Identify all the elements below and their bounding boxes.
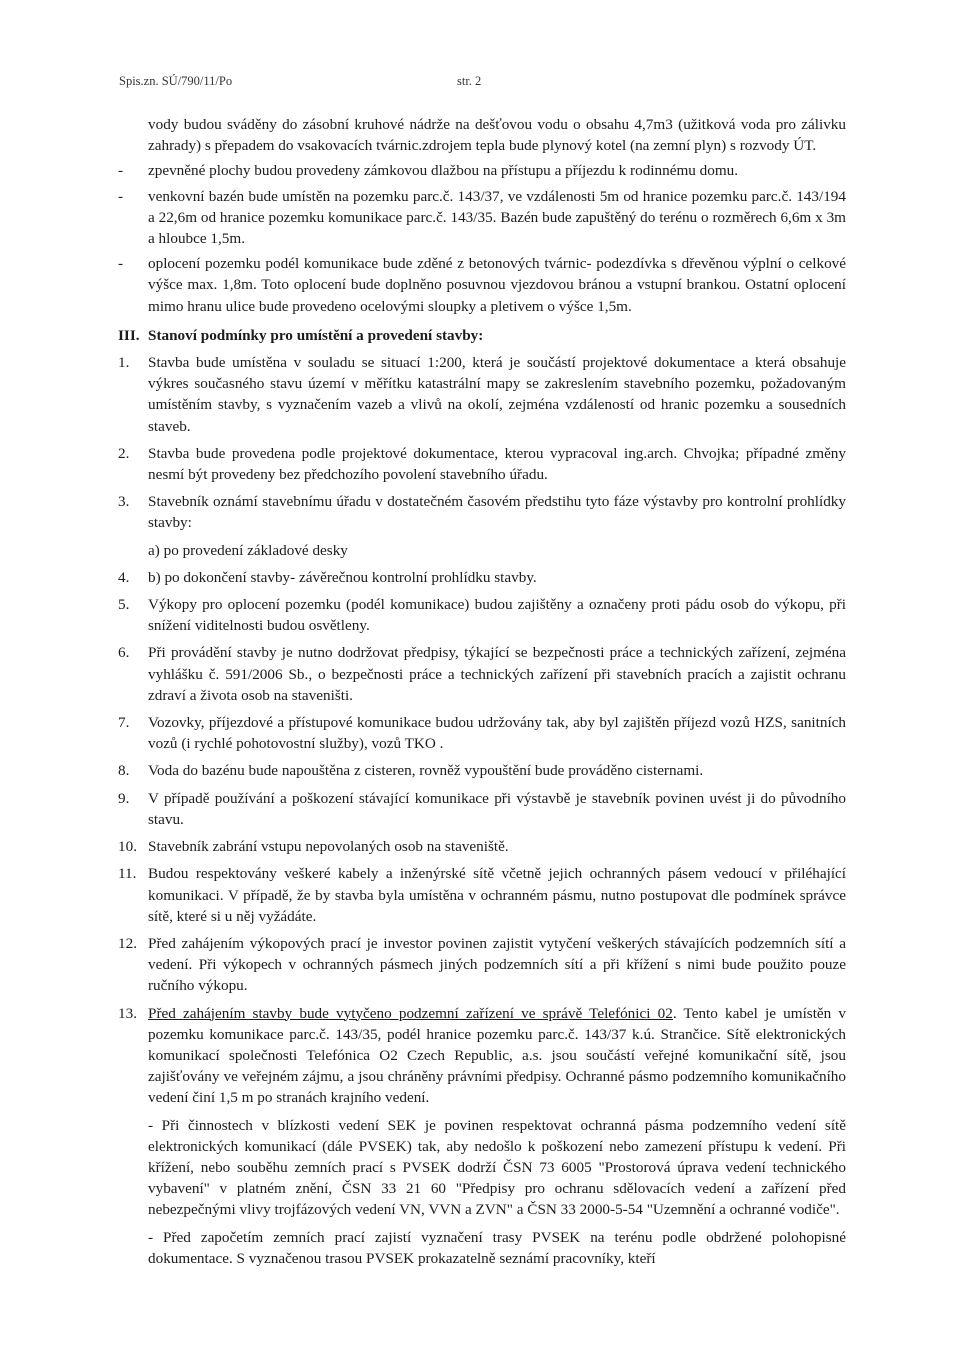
item-number: 6. — [118, 644, 130, 662]
item-text-rest: . Tento kabel je umístěn v pozemku komunikace parc.č. 143/35, podél hranice pozemku parc.č. 143/37 k.ú. Strančice. Sítě elektronických komunikací společnosti Telefónica O2 Czech Republic, a.s. jsou součástí veřejné komunikační sítě, jsou zajišťovány ve veřejném zájmu, a jsou chráněny právními předpisy. Ochranné pásmo podzemního komunikačního vedení činí 1,5 m po stranách krajního vedení. — [148, 1004, 847, 1107]
item-number: 10. — [118, 838, 137, 856]
item-text: Výkopy pro oplocení pozemku (podél komunikace) budou zajištěny a označeny proti pádu osob do výkopu, při snížení viditelnosti budou osvětleny. — [148, 596, 846, 635]
item-number: 8. — [118, 762, 130, 780]
condition-item — [118, 491, 846, 533]
item-text: Vozovky, příjezdové a přístupové komunikace budou udržovány tak, aby byl zajištěn příjezd vozů HZS, sanitních vozů (i rychlé pohotovostní služby), vozů TKO . — [148, 714, 846, 753]
page-number: str. 2 — [457, 74, 482, 88]
item-number: 4. — [118, 568, 130, 586]
dash-marker: - — [118, 187, 124, 205]
dash-marker: - — [118, 255, 124, 273]
dash-list — [118, 160, 846, 316]
item-number: 5. — [118, 596, 130, 614]
condition-item-13 — [118, 1003, 846, 1269]
item-text: b) po dokončení stavby- závěrečnou kontrolní prohlídku stavby. — [148, 568, 537, 586]
item-text: Před zahájením výkopových prací je investor povinen zajistit vytyčení veškerých stávajících podzemních sítí a vedení. Při výkopech v ochranných pásmech jiných podzemních sítí a při křížení s nimi bude použito pouze ručního výkopu. — [148, 934, 846, 995]
item-number: 3. — [118, 493, 130, 511]
item-number: 11. — [118, 865, 137, 883]
dash-item-text: venkovní bazén bude umístěn na pozemku parc.č. 143/37, ve vzdálenosti 5m od hranice pozemku parc.č. 143/194 a 22,6m od hranice pozemku komunikace parc.č. 143/35. Bazén bude zapuštěný do terénu o rozměrech 6,6m x 3m a hloubce 1,5m. — [148, 187, 846, 248]
dash-item — [118, 160, 846, 181]
item-number: 9. — [118, 789, 130, 807]
condition-item — [118, 567, 846, 588]
item-text: Stavba bude provedena podle projektové dokumentace, kterou vypracoval ing.arch. Chvojka; případné změny nesmí být provedeny bez předchozího povolení stavebního úřadu. — [148, 444, 846, 484]
document-body — [118, 114, 846, 1275]
condition-item — [118, 443, 846, 485]
condition-item — [118, 933, 846, 997]
item-number: 13. — [118, 1004, 137, 1022]
condition-item — [118, 594, 846, 636]
dash-item — [118, 253, 846, 317]
condition-item — [118, 788, 846, 830]
condition-item — [118, 712, 846, 754]
dash-marker: - — [118, 162, 124, 180]
condition-item — [118, 642, 846, 706]
item-text: Při provádění stavby je nutno dodržovat předpisy, týkající se bezpečnosti práce a technických zařízení, zejména vyhlášku č. 591/2006 Sb., o bezpečnosti práce a technických zařízení při stavebních pracích a zajistit ochranu zdraví a života osob na staveništi. — [148, 644, 846, 704]
item-text: a) po provedení základové desky — [148, 541, 348, 559]
section-number: III. — [118, 326, 140, 344]
section-heading — [118, 325, 846, 346]
condition-item — [118, 760, 846, 781]
dash-item-text: zpevněné plochy budou provedeny zámkovou dlažbou na přístupu a příjezdu k rodinnému domu. — [148, 162, 739, 180]
item-number: 2. — [118, 444, 130, 462]
item-text — [148, 1003, 846, 1109]
item-number: 7. — [118, 714, 130, 732]
item-text: V případě používání a poškození stávající komunikace při výstavbě je stavebník povinen uvést ji do původního stavu. — [148, 789, 846, 828]
intro-paragraph: vody budou sváděny do zásobní kruhové nádrže na dešťovou vodu o obsahu 4,7m3 (užitková voda pro zálivku zahrady) s přepadem do vsakovacích tvárnic.zdrojem tepla bude plynový kotel (na zemní plyn) s rozvody ÚT. — [148, 116, 846, 155]
underlined-text: Před zahájením stavby bude vytyčeno podzemní zařízení ve správě Telefónici 02 — [148, 1004, 673, 1022]
item-text: Voda do bazénu bude napouštěna z cisteren, rovněž vypouštění bude prováděno cisternami. — [148, 762, 704, 780]
condition-item — [118, 836, 846, 857]
section-title: Stanoví podmínky pro umístění a provedení stavby: — [148, 326, 484, 344]
condition-item — [118, 863, 846, 927]
conditions-list — [118, 352, 846, 996]
item-text: Stavba bude umístěna v souladu se situací 1:200, která je součástí projektové dokumentace a která obsahuje výkres současného stavu území v měřítku katastrální mapy se zakreslením stavebního pozemku, požadovaným umístěním stavby, s vyznačením vazeb a vlivů na okolí, zejména vzdáleností od hranic pozemku a sousedních staveb. — [148, 354, 846, 435]
subparagraph-2: - Před započetím zemních prací zajistí vyznačení trasy PVSEK na terénu podle obdržené polohopisné dokumentace. S vyznačenou trasou PVSEK prokazatelně seznámí pracovníky, kteří — [148, 1228, 846, 1267]
item-number: 1. — [118, 354, 130, 372]
item-text: Stavebník oznámí stavebnímu úřadu v dostatečném časovém předstihu tyto fáze výstavby pro kontrolní prohlídky stavby: — [148, 493, 846, 532]
file-reference: Spis.zn. SÚ/790/11/Po — [119, 74, 233, 88]
item-text: Stavebník zabrání vstupu nepovolaných osob na staveniště. — [148, 838, 509, 856]
condition-subitem — [118, 540, 846, 561]
subparagraph-1: - Při činnostech v blízkosti vedení SEK je povinen respektovat ochranná pásma podzemního vedení sítě elektronických komunikací (dále PVSEK) tak, aby nedošlo k poškození nebo zamezení přístupu k vedení. Při křížení, nebo souběhu zemních prací s PVSEK dodrží ČSN 73 6005 "Prostorová úprava vedení technického vybavení" v platném znění, ČSN 33 21 60 "Předpisy pro ochranu sdělovacích vedení a zařízení před nebezpečnými vlivy trojfázových vedení VN, VVN a ZVN" a ČSN 33 2000-5-54 "Uzemnění a ochranné vodiče". — [148, 1116, 846, 1219]
condition-item — [118, 352, 846, 437]
item-text: Budou respektovány veškeré kabely a inženýrské sítě včetně jejich ochranných pásem vedoucí v přiléhající komunikaci. V případě, že by stavba byla umístěna v ochranném pásmu, nutno postupovat dle podmínek správce sítě, které si u něj vyžádáte. — [148, 865, 846, 925]
dash-item — [118, 186, 846, 250]
item-number: 12. — [118, 934, 137, 952]
dash-item-text: oplocení pozemku podél komunikace bude zděné z betonových tvárnic- podezdívka s dřevěnou výplní o celkové výšce max. 1,8m. Toto oplocení bude doplněno posuvnou vjezdovou bránou a vstupní brankou. Ostatní oplocení mimo hranu ulice bude provedeno ocelovými sloupky a pletivem o výšce 1,5m. — [148, 255, 846, 315]
